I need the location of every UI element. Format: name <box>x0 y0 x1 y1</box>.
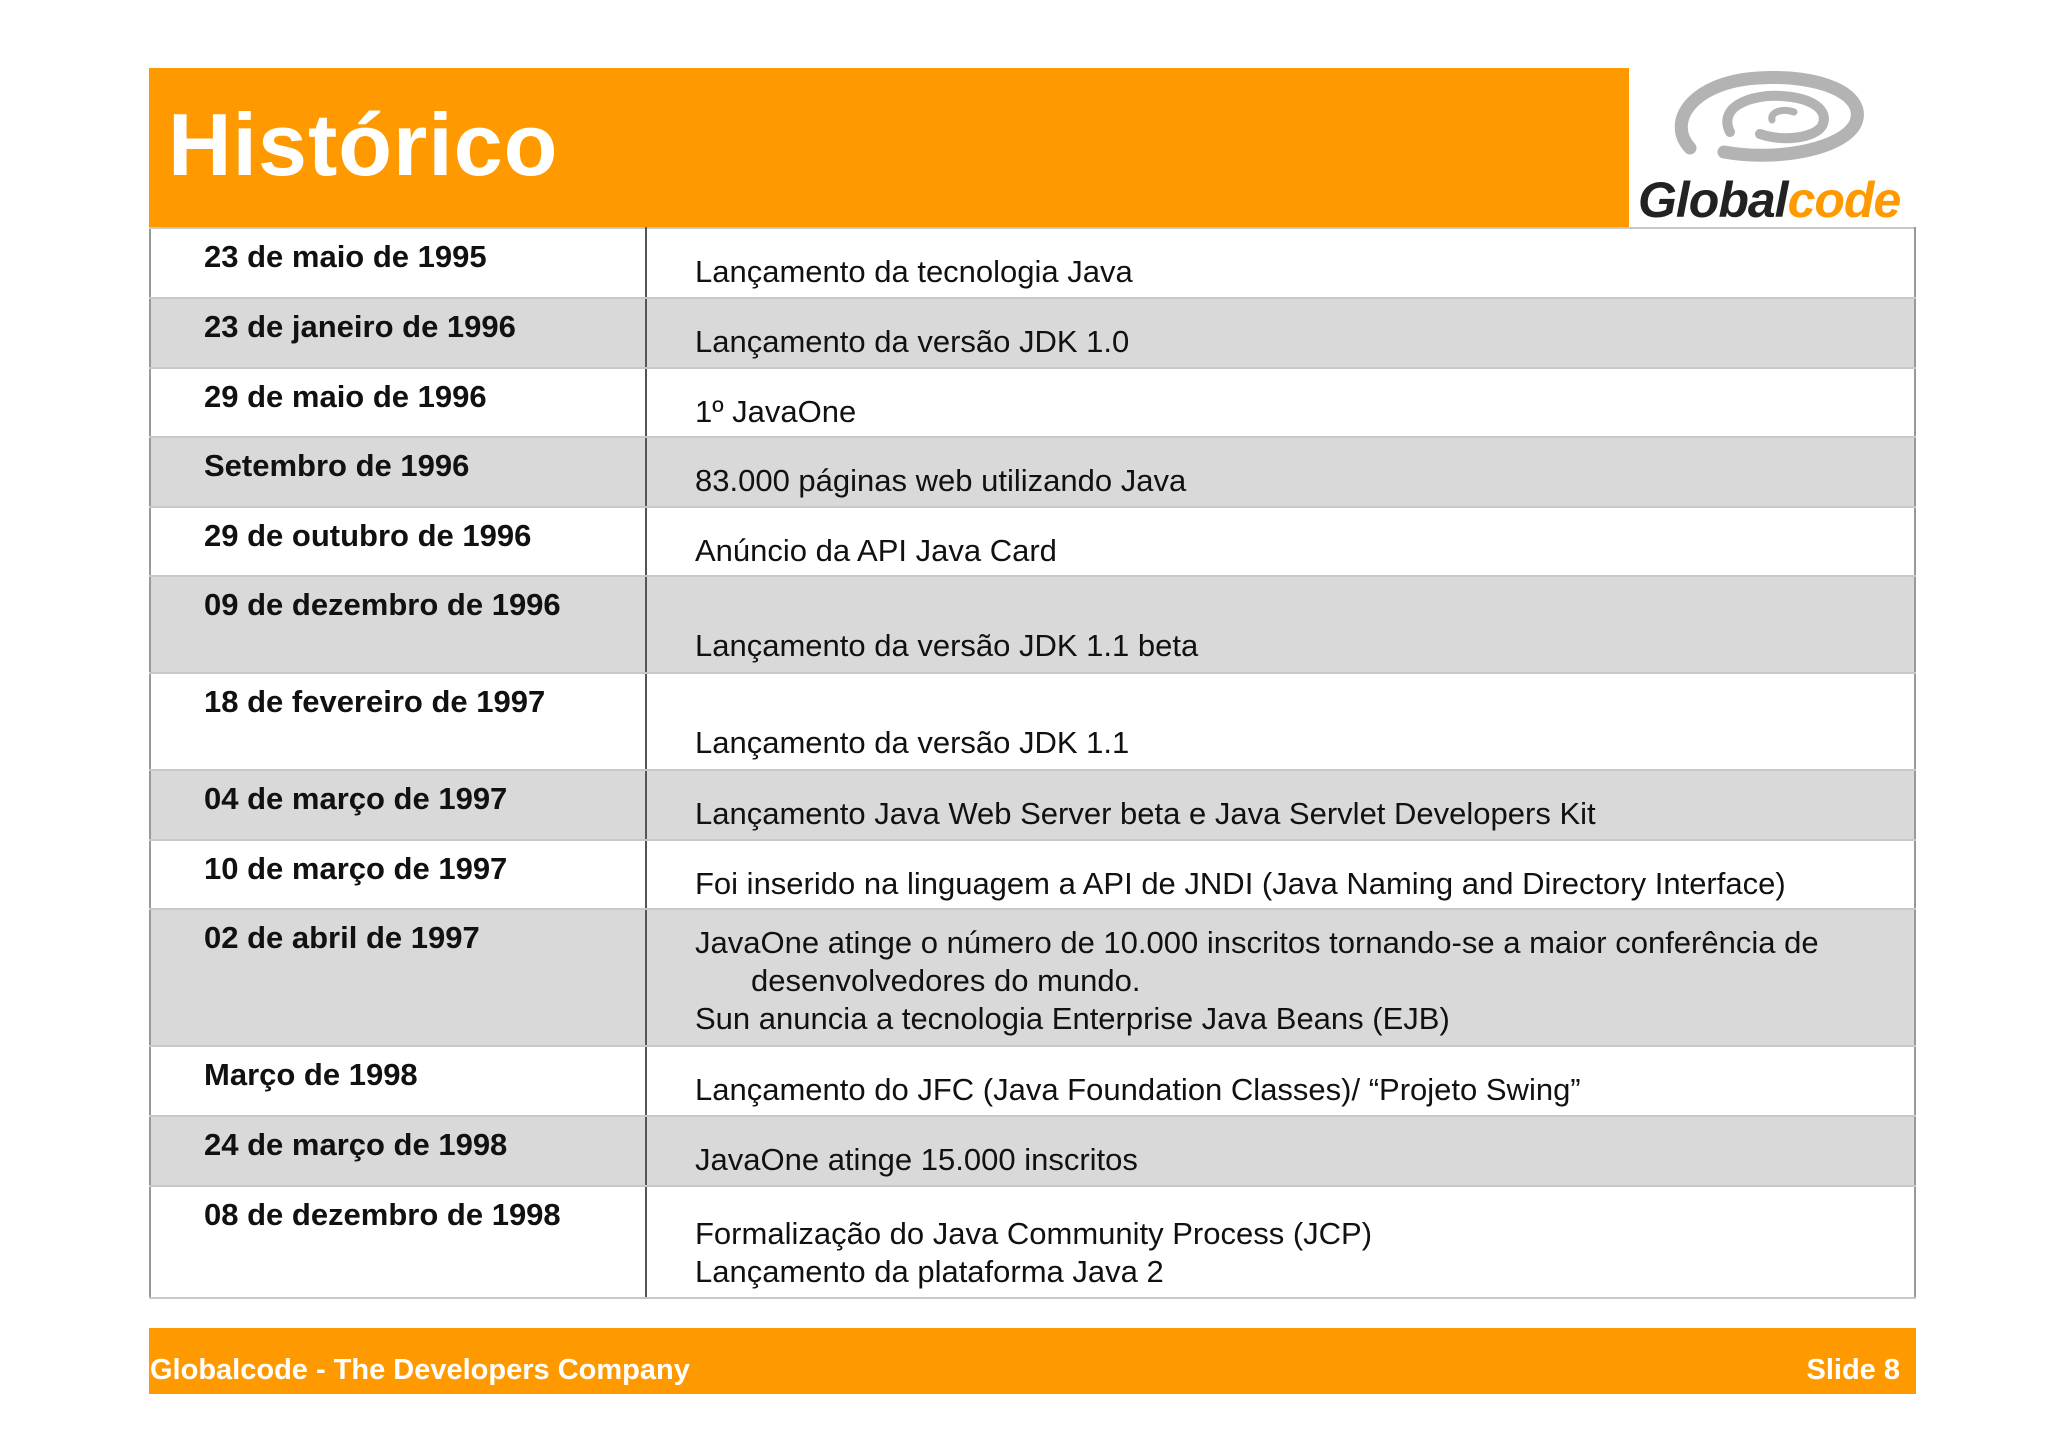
event-text <box>647 299 1914 361</box>
event-cell <box>646 298 1915 368</box>
event-text <box>647 1187 1914 1291</box>
table-row <box>150 228 1915 298</box>
logo-word-dark: Global <box>1638 172 1788 228</box>
table-row <box>150 909 1915 1046</box>
event-text <box>647 1047 1914 1109</box>
table-row <box>150 1186 1915 1298</box>
event-cell <box>646 437 1915 507</box>
event-text <box>647 674 1914 762</box>
event-cell <box>646 770 1915 840</box>
event-cell <box>646 909 1915 1046</box>
event-line: Sun anuncia a tecnologia Enterprise Java Beans (EJB) <box>695 1001 1450 1036</box>
date-text: 04 de março de 1997 <box>204 781 508 816</box>
date-cell <box>150 228 646 298</box>
swirl-logo-icon <box>1660 70 1880 170</box>
logo-word-accent: code <box>1787 172 1901 228</box>
table-row <box>150 507 1915 576</box>
slide-title: Histórico <box>168 95 559 194</box>
event-line: Anúncio da API Java Card <box>695 533 1057 568</box>
event-cell <box>646 1116 1915 1186</box>
date-cell <box>150 576 646 673</box>
event-text <box>647 369 1914 431</box>
footer-slide-number: Slide 8 <box>1806 1354 1900 1386</box>
event-cell <box>646 840 1915 909</box>
event-text <box>647 508 1914 570</box>
date-text: 23 de maio de 1995 <box>204 239 487 274</box>
table-row <box>150 298 1915 368</box>
table-row <box>150 840 1915 909</box>
date-cell <box>150 298 646 368</box>
table-row <box>150 576 1915 673</box>
event-line: desenvolvedores do mundo. <box>751 963 1141 998</box>
date-text: 24 de março de 1998 <box>204 1127 508 1162</box>
date-text: 02 de abril de 1997 <box>204 920 480 955</box>
date-cell <box>150 1186 646 1298</box>
date-text: 23 de janeiro de 1996 <box>204 309 516 344</box>
event-text <box>647 229 1914 291</box>
table-row <box>150 1116 1915 1186</box>
date-cell <box>150 368 646 437</box>
logo-wordmark <box>1638 170 1900 230</box>
event-text <box>647 771 1914 833</box>
table-row <box>150 368 1915 437</box>
event-line: 1º JavaOne <box>695 394 857 429</box>
event-text <box>647 577 1914 665</box>
date-text: Março de 1998 <box>204 1057 418 1092</box>
date-text: 09 de dezembro de 1996 <box>204 587 561 622</box>
date-text: 08 de dezembro de 1998 <box>204 1197 561 1232</box>
event-text <box>647 910 1914 1038</box>
event-cell <box>646 576 1915 673</box>
timeline-table <box>149 227 1916 1299</box>
event-line: Lançamento da versão JDK 1.1 beta <box>695 628 1199 663</box>
date-text: Setembro de 1996 <box>204 448 470 483</box>
event-line: JavaOne atinge o número de 10.000 inscritos tornando-se a maior conferência de <box>695 925 1819 960</box>
event-cell <box>646 368 1915 437</box>
footer-company: Globalcode - The Developers Company <box>150 1354 690 1386</box>
date-text: 10 de março de 1997 <box>204 851 508 886</box>
event-line: Lançamento da versão JDK 1.1 <box>695 725 1130 760</box>
event-line: Lançamento da tecnologia Java <box>695 254 1133 289</box>
table-row <box>150 437 1915 507</box>
event-line: Lançamento da versão JDK 1.0 <box>695 324 1130 359</box>
table-row <box>150 770 1915 840</box>
event-line: Formalização do Java Community Process (JCP) <box>695 1216 1373 1251</box>
date-text: 18 de fevereiro de 1997 <box>204 684 546 719</box>
event-line: Lançamento do JFC (Java Foundation Classes)/ “Projeto Swing” <box>695 1072 1581 1107</box>
event-line: JavaOne atinge 15.000 inscritos <box>695 1142 1138 1177</box>
globalcode-logo <box>1636 68 1906 227</box>
event-line: 83.000 páginas web utilizando Java <box>695 463 1187 498</box>
date-text: 29 de outubro de 1996 <box>204 518 532 553</box>
event-cell <box>646 228 1915 298</box>
event-cell <box>646 1186 1915 1298</box>
event-text <box>647 438 1914 500</box>
date-cell <box>150 1116 646 1186</box>
table-row <box>150 1046 1915 1116</box>
date-cell <box>150 437 646 507</box>
date-cell <box>150 840 646 909</box>
event-text <box>647 1117 1914 1179</box>
date-cell <box>150 770 646 840</box>
date-cell <box>150 909 646 1046</box>
event-line: Lançamento Java Web Server beta e Java Servlet Developers Kit <box>695 796 1596 831</box>
date-cell <box>150 673 646 770</box>
event-cell <box>646 673 1915 770</box>
date-cell <box>150 507 646 576</box>
event-cell <box>646 507 1915 576</box>
event-cell <box>646 1046 1915 1116</box>
event-line: Foi inserido na linguagem a API de JNDI (Java Naming and Directory Interface) <box>695 866 1786 901</box>
event-text <box>647 841 1914 903</box>
event-line: Lançamento da plataforma Java 2 <box>695 1254 1164 1289</box>
date-text: 29 de maio de 1996 <box>204 379 487 414</box>
date-cell <box>150 1046 646 1116</box>
table-row <box>150 673 1915 770</box>
